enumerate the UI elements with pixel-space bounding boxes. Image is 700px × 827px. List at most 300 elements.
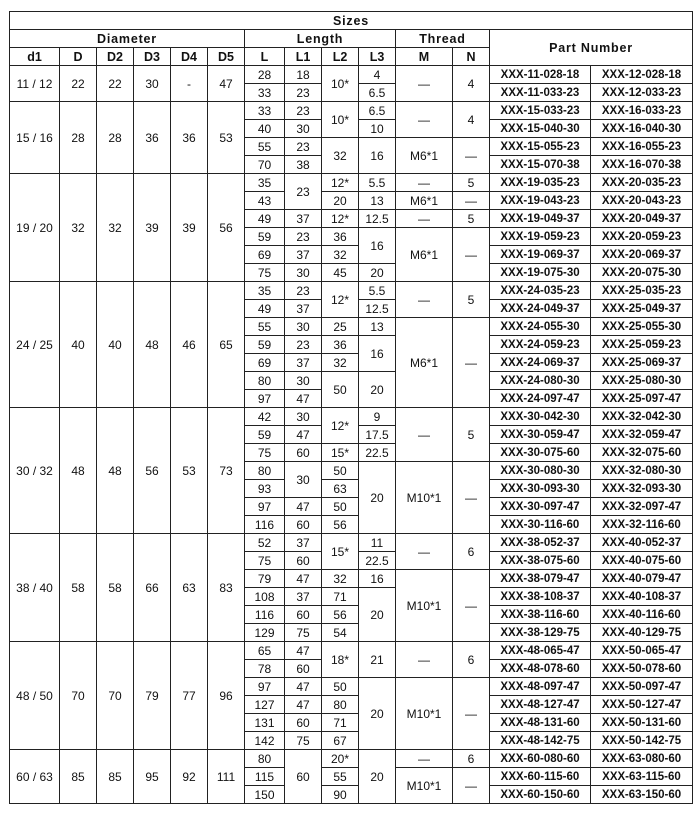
- cell-l1: 47: [285, 426, 322, 444]
- cell-l: 75: [245, 552, 285, 570]
- part-number-cell: XXX-19-069-37: [490, 246, 591, 264]
- cell-l2: 71: [322, 588, 359, 606]
- part-number-cell: XXX-40-116-60: [591, 606, 693, 624]
- cell-d5: 47: [208, 66, 245, 102]
- cell-d5: 53: [208, 102, 245, 174]
- cell-l1: 23: [285, 228, 322, 246]
- cell-l1: 37: [285, 534, 322, 552]
- cell-d3: 48: [134, 282, 171, 408]
- cell-n: 5: [453, 174, 490, 192]
- length-header: Length: [245, 30, 396, 48]
- cell-l: 59: [245, 336, 285, 354]
- cell-l: 129: [245, 624, 285, 642]
- part-number-cell: XXX-50-097-47: [591, 678, 693, 696]
- cell-d4: -: [171, 66, 208, 102]
- cell-l3: 22.5: [359, 552, 396, 570]
- cell-l2: 36: [322, 336, 359, 354]
- part-number-cell: XXX-48-097-47: [490, 678, 591, 696]
- part-number-cell: XXX-12-033-23: [591, 84, 693, 102]
- table-row: [10, 102, 693, 120]
- cell-l3: 10: [359, 120, 396, 138]
- part-number-cell: XXX-48-142-75: [490, 732, 591, 750]
- cell-l2: 67: [322, 732, 359, 750]
- cell-d4: 92: [171, 750, 208, 804]
- part-number-cell: XXX-63-080-60: [591, 750, 693, 768]
- part-number-cell: XXX-63-115-60: [591, 768, 693, 786]
- cell-l2: 71: [322, 714, 359, 732]
- part-number-cell: XXX-25-080-30: [591, 372, 693, 390]
- cell-l2: 50: [322, 372, 359, 408]
- cell-n: —: [453, 228, 490, 282]
- part-number-cell: XXX-40-052-37: [591, 534, 693, 552]
- table-row: [10, 750, 693, 768]
- cell-l: 93: [245, 480, 285, 498]
- cell-l1: 23: [285, 336, 322, 354]
- cell-d4: 63: [171, 534, 208, 642]
- cell-d: 48: [60, 408, 97, 534]
- cell-l2: 12*: [322, 408, 359, 444]
- cell-l2: 56: [322, 606, 359, 624]
- table-title: Sizes: [10, 12, 693, 30]
- cell-d3: 36: [134, 102, 171, 174]
- col-header-l: L: [245, 48, 285, 66]
- cell-l1: 23: [285, 282, 322, 300]
- cell-l1: 23: [285, 84, 322, 102]
- cell-l2: 32: [322, 354, 359, 372]
- col-header-d1: d1: [10, 48, 60, 66]
- cell-l1: 23: [285, 174, 322, 210]
- part-number-cell: XXX-50-142-75: [591, 732, 693, 750]
- cell-l1: 75: [285, 624, 322, 642]
- cell-n: 5: [453, 282, 490, 318]
- cell-l1: 30: [285, 408, 322, 426]
- cell-l: 59: [245, 426, 285, 444]
- part-number-cell: XXX-32-080-30: [591, 462, 693, 480]
- cell-l2: 50: [322, 678, 359, 696]
- cell-m: M6*1: [396, 228, 453, 282]
- cell-l: 78: [245, 660, 285, 678]
- part-number-cell: XXX-24-080-30: [490, 372, 591, 390]
- cell-n: 6: [453, 534, 490, 570]
- part-number-cell: XXX-63-150-60: [591, 786, 693, 804]
- cell-l: 131: [245, 714, 285, 732]
- part-number-cell: XXX-24-035-23: [490, 282, 591, 300]
- part-number-cell: XXX-38-075-60: [490, 552, 591, 570]
- part-number-cell: XXX-25-059-23: [591, 336, 693, 354]
- part-number-cell: XXX-30-042-30: [490, 408, 591, 426]
- cell-l3: 9: [359, 408, 396, 426]
- part-number-cell: XXX-15-055-23: [490, 138, 591, 156]
- part-number-cell: XXX-12-028-18: [591, 66, 693, 84]
- cell-l2: 50: [322, 498, 359, 516]
- cell-l: 127: [245, 696, 285, 714]
- part-number-cell: XXX-15-033-23: [490, 102, 591, 120]
- cell-l3: 20: [359, 750, 396, 804]
- part-number-cell: XXX-30-059-47: [490, 426, 591, 444]
- thread-header: Thread: [396, 30, 490, 48]
- col-header-d5: D5: [208, 48, 245, 66]
- cell-l: 69: [245, 246, 285, 264]
- cell-l2: 55: [322, 768, 359, 786]
- cell-d3: 56: [134, 408, 171, 534]
- cell-l1: 60: [285, 750, 322, 804]
- cell-d5: 56: [208, 174, 245, 282]
- cell-d: 40: [60, 282, 97, 408]
- cell-d5: 96: [208, 642, 245, 750]
- cell-l: 115: [245, 768, 285, 786]
- cell-l2: 15*: [322, 534, 359, 570]
- cell-l1: 37: [285, 246, 322, 264]
- part-number-header: Part Number: [490, 30, 693, 66]
- cell-l3: 20: [359, 588, 396, 642]
- cell-l: 80: [245, 372, 285, 390]
- cell-l1: 37: [285, 210, 322, 228]
- cell-l1: 47: [285, 570, 322, 588]
- cell-d1: 48 / 50: [10, 642, 60, 750]
- cell-d1: 38 / 40: [10, 534, 60, 642]
- part-number-cell: XXX-25-069-37: [591, 354, 693, 372]
- cell-l3: 5.5: [359, 282, 396, 300]
- cell-l2: 32: [322, 138, 359, 174]
- cell-m: —: [396, 750, 453, 768]
- part-number-cell: XXX-38-052-37: [490, 534, 591, 552]
- part-number-cell: XXX-48-131-60: [490, 714, 591, 732]
- cell-l2: 63: [322, 480, 359, 498]
- part-number-cell: XXX-30-080-30: [490, 462, 591, 480]
- part-number-cell: XXX-25-035-23: [591, 282, 693, 300]
- cell-l: 59: [245, 228, 285, 246]
- table-row: [10, 282, 693, 300]
- table-body: [10, 66, 693, 804]
- cell-l3: 20: [359, 372, 396, 408]
- part-number-cell: XXX-40-108-37: [591, 588, 693, 606]
- cell-l2: 36: [322, 228, 359, 246]
- part-number-cell: XXX-19-049-37: [490, 210, 591, 228]
- part-number-cell: XXX-48-127-47: [490, 696, 591, 714]
- part-number-cell: XXX-16-055-23: [591, 138, 693, 156]
- part-number-cell: XXX-15-040-30: [490, 120, 591, 138]
- sizes-table: [9, 11, 693, 804]
- cell-d4: 46: [171, 282, 208, 408]
- cell-l3: 13: [359, 192, 396, 210]
- part-number-cell: XXX-38-129-75: [490, 624, 591, 642]
- cell-l2: 90: [322, 786, 359, 804]
- cell-m: —: [396, 66, 453, 102]
- cell-d1: 24 / 25: [10, 282, 60, 408]
- cell-l3: 16: [359, 570, 396, 588]
- cell-l: 33: [245, 102, 285, 120]
- cell-d5: 111: [208, 750, 245, 804]
- part-number-cell: XXX-20-075-30: [591, 264, 693, 282]
- cell-d4: 53: [171, 408, 208, 534]
- diameter-header: Diameter: [10, 30, 245, 48]
- cell-d: 28: [60, 102, 97, 174]
- cell-d4: 39: [171, 174, 208, 282]
- cell-l2: 20*: [322, 750, 359, 768]
- cell-l: 49: [245, 300, 285, 318]
- cell-d2: 85: [97, 750, 134, 804]
- part-number-cell: XXX-19-059-23: [490, 228, 591, 246]
- cell-l2: 80: [322, 696, 359, 714]
- table-row: [10, 66, 693, 84]
- cell-l1: 60: [285, 606, 322, 624]
- part-number-cell: XXX-20-035-23: [591, 174, 693, 192]
- table-row: [10, 174, 693, 192]
- cell-l1: 37: [285, 354, 322, 372]
- cell-l1: 47: [285, 678, 322, 696]
- cell-m: M6*1: [396, 318, 453, 408]
- part-number-cell: XXX-19-075-30: [490, 264, 591, 282]
- cell-l1: 60: [285, 552, 322, 570]
- cell-l: 43: [245, 192, 285, 210]
- part-number-cell: XXX-20-043-23: [591, 192, 693, 210]
- cell-n: —: [453, 570, 490, 642]
- cell-l1: 37: [285, 588, 322, 606]
- cell-l2: 12*: [322, 210, 359, 228]
- part-number-cell: XXX-38-079-47: [490, 570, 591, 588]
- cell-l1: 47: [285, 498, 322, 516]
- cell-l2: 32: [322, 570, 359, 588]
- cell-l2: 56: [322, 516, 359, 534]
- cell-m: —: [396, 642, 453, 678]
- part-number-cell: XXX-50-078-60: [591, 660, 693, 678]
- cell-l: 97: [245, 498, 285, 516]
- part-number-cell: XXX-11-028-18: [490, 66, 591, 84]
- cell-l2: 10*: [322, 66, 359, 102]
- cell-l: 28: [245, 66, 285, 84]
- table-row: [10, 408, 693, 426]
- part-number-cell: XXX-19-043-23: [490, 192, 591, 210]
- cell-d1: 11 / 12: [10, 66, 60, 102]
- cell-l: 52: [245, 534, 285, 552]
- cell-n: 5: [453, 210, 490, 228]
- part-number-cell: XXX-60-150-60: [490, 786, 591, 804]
- cell-d2: 70: [97, 642, 134, 750]
- cell-l1: 30: [285, 264, 322, 282]
- cell-n: 5: [453, 408, 490, 462]
- part-number-cell: XXX-24-049-37: [490, 300, 591, 318]
- part-number-cell: XXX-16-033-23: [591, 102, 693, 120]
- cell-l: 142: [245, 732, 285, 750]
- cell-l3: 4: [359, 66, 396, 84]
- cell-d: 58: [60, 534, 97, 642]
- cell-d1: 60 / 63: [10, 750, 60, 804]
- part-number-cell: XXX-50-127-47: [591, 696, 693, 714]
- cell-l1: 30: [285, 462, 322, 498]
- cell-l: 150: [245, 786, 285, 804]
- cell-l3: 13: [359, 318, 396, 336]
- cell-n: 4: [453, 66, 490, 102]
- cell-d4: 77: [171, 642, 208, 750]
- cell-l1: 60: [285, 516, 322, 534]
- cell-l: 70: [245, 156, 285, 174]
- part-number-cell: XXX-16-070-38: [591, 156, 693, 174]
- cell-l3: 6.5: [359, 84, 396, 102]
- cell-n: 6: [453, 642, 490, 678]
- cell-n: —: [453, 192, 490, 210]
- cell-l2: 54: [322, 624, 359, 642]
- cell-d: 32: [60, 174, 97, 282]
- cell-n: —: [453, 678, 490, 750]
- cell-d3: 30: [134, 66, 171, 102]
- part-number-cell: XXX-25-049-37: [591, 300, 693, 318]
- cell-l1: 75: [285, 732, 322, 750]
- cell-l1: 47: [285, 642, 322, 660]
- col-header-l3: L3: [359, 48, 396, 66]
- cell-d3: 66: [134, 534, 171, 642]
- part-number-cell: XXX-24-059-23: [490, 336, 591, 354]
- part-number-cell: XXX-50-131-60: [591, 714, 693, 732]
- cell-l: 116: [245, 516, 285, 534]
- cell-l: 55: [245, 318, 285, 336]
- cell-l2: 10*: [322, 102, 359, 138]
- cell-l: 69: [245, 354, 285, 372]
- cell-l2: 18*: [322, 642, 359, 678]
- cell-l: 33: [245, 84, 285, 102]
- cell-m: M6*1: [396, 192, 453, 210]
- part-number-cell: XXX-40-079-47: [591, 570, 693, 588]
- cell-l1: 30: [285, 318, 322, 336]
- cell-l3: 20: [359, 264, 396, 282]
- cell-l3: 17.5: [359, 426, 396, 444]
- col-header-d: D: [60, 48, 97, 66]
- cell-l3: 12.5: [359, 210, 396, 228]
- cell-d2: 28: [97, 102, 134, 174]
- cell-l: 80: [245, 462, 285, 480]
- part-number-cell: XXX-30-097-47: [490, 498, 591, 516]
- cell-l: 35: [245, 282, 285, 300]
- cell-l3: 16: [359, 336, 396, 372]
- cell-l: 65: [245, 642, 285, 660]
- cell-m: —: [396, 408, 453, 462]
- cell-l3: 21: [359, 642, 396, 678]
- cell-l2: 20: [322, 192, 359, 210]
- part-number-cell: XXX-30-093-30: [490, 480, 591, 498]
- cell-d2: 32: [97, 174, 134, 282]
- col-header-n: N: [453, 48, 490, 66]
- cell-d2: 58: [97, 534, 134, 642]
- cell-l2: 15*: [322, 444, 359, 462]
- cell-l1: 60: [285, 444, 322, 462]
- cell-d3: 39: [134, 174, 171, 282]
- part-number-cell: XXX-32-075-60: [591, 444, 693, 462]
- cell-l: 97: [245, 678, 285, 696]
- part-number-cell: XXX-32-042-30: [591, 408, 693, 426]
- cell-l1: 60: [285, 660, 322, 678]
- col-header-d2: D2: [97, 48, 134, 66]
- cell-d2: 48: [97, 408, 134, 534]
- part-number-cell: XXX-30-116-60: [490, 516, 591, 534]
- part-number-cell: XXX-32-116-60: [591, 516, 693, 534]
- cell-l3: 6.5: [359, 102, 396, 120]
- col-header-d3: D3: [134, 48, 171, 66]
- cell-d2: 22: [97, 66, 134, 102]
- cell-n: —: [453, 768, 490, 804]
- cell-l1: 30: [285, 372, 322, 390]
- cell-l: 79: [245, 570, 285, 588]
- cell-l: 97: [245, 390, 285, 408]
- cell-l: 49: [245, 210, 285, 228]
- part-number-cell: XXX-24-097-47: [490, 390, 591, 408]
- cell-l: 80: [245, 750, 285, 768]
- cell-m: —: [396, 174, 453, 192]
- cell-d3: 79: [134, 642, 171, 750]
- cell-d1: 15 / 16: [10, 102, 60, 174]
- cell-l2: 32: [322, 246, 359, 264]
- part-number-cell: XXX-32-097-47: [591, 498, 693, 516]
- cell-l1: 60: [285, 714, 322, 732]
- cell-m: M10*1: [396, 462, 453, 534]
- cell-l2: 50: [322, 462, 359, 480]
- part-number-cell: XXX-20-049-37: [591, 210, 693, 228]
- cell-m: —: [396, 210, 453, 228]
- col-header-l2: L2: [322, 48, 359, 66]
- part-number-cell: XXX-15-070-38: [490, 156, 591, 174]
- cell-l1: 30: [285, 120, 322, 138]
- table-row: [10, 642, 693, 660]
- cell-m: —: [396, 282, 453, 318]
- part-number-cell: XXX-60-115-60: [490, 768, 591, 786]
- cell-l1: 38: [285, 156, 322, 174]
- cell-d2: 40: [97, 282, 134, 408]
- cell-l3: 11: [359, 534, 396, 552]
- cell-n: —: [453, 138, 490, 174]
- col-header-l1: L1: [285, 48, 322, 66]
- col-header-m: M: [396, 48, 453, 66]
- cell-l: 42: [245, 408, 285, 426]
- cell-l1: 47: [285, 696, 322, 714]
- part-number-cell: XXX-38-108-37: [490, 588, 591, 606]
- cell-d1: 19 / 20: [10, 174, 60, 282]
- cell-d1: 30 / 32: [10, 408, 60, 534]
- part-number-cell: XXX-40-129-75: [591, 624, 693, 642]
- cell-l2: 12*: [322, 282, 359, 318]
- cell-l3: 20: [359, 462, 396, 534]
- cell-l3: 20: [359, 678, 396, 750]
- col-header-d4: D4: [171, 48, 208, 66]
- cell-d5: 65: [208, 282, 245, 408]
- part-number-cell: XXX-38-116-60: [490, 606, 591, 624]
- cell-l2: 45: [322, 264, 359, 282]
- part-number-cell: XXX-11-033-23: [490, 84, 591, 102]
- cell-l: 75: [245, 264, 285, 282]
- cell-l: 55: [245, 138, 285, 156]
- table-row: [10, 534, 693, 552]
- cell-d5: 73: [208, 408, 245, 534]
- part-number-cell: XXX-40-075-60: [591, 552, 693, 570]
- cell-l3: 16: [359, 228, 396, 264]
- cell-l: 40: [245, 120, 285, 138]
- cell-l1: 23: [285, 102, 322, 120]
- part-number-cell: XXX-30-075-60: [490, 444, 591, 462]
- cell-m: M10*1: [396, 570, 453, 642]
- cell-d3: 95: [134, 750, 171, 804]
- part-number-cell: XXX-16-040-30: [591, 120, 693, 138]
- part-number-cell: XXX-20-059-23: [591, 228, 693, 246]
- cell-l: 35: [245, 174, 285, 192]
- cell-l3: 12.5: [359, 300, 396, 318]
- part-number-cell: XXX-24-069-37: [490, 354, 591, 372]
- part-number-cell: XXX-25-055-30: [591, 318, 693, 336]
- cell-n: 4: [453, 102, 490, 138]
- cell-l1: 18: [285, 66, 322, 84]
- cell-m: —: [396, 102, 453, 138]
- part-number-cell: XXX-25-097-47: [591, 390, 693, 408]
- part-number-cell: XXX-32-093-30: [591, 480, 693, 498]
- cell-d4: 36: [171, 102, 208, 174]
- cell-n: 6: [453, 750, 490, 768]
- cell-l3: 16: [359, 138, 396, 174]
